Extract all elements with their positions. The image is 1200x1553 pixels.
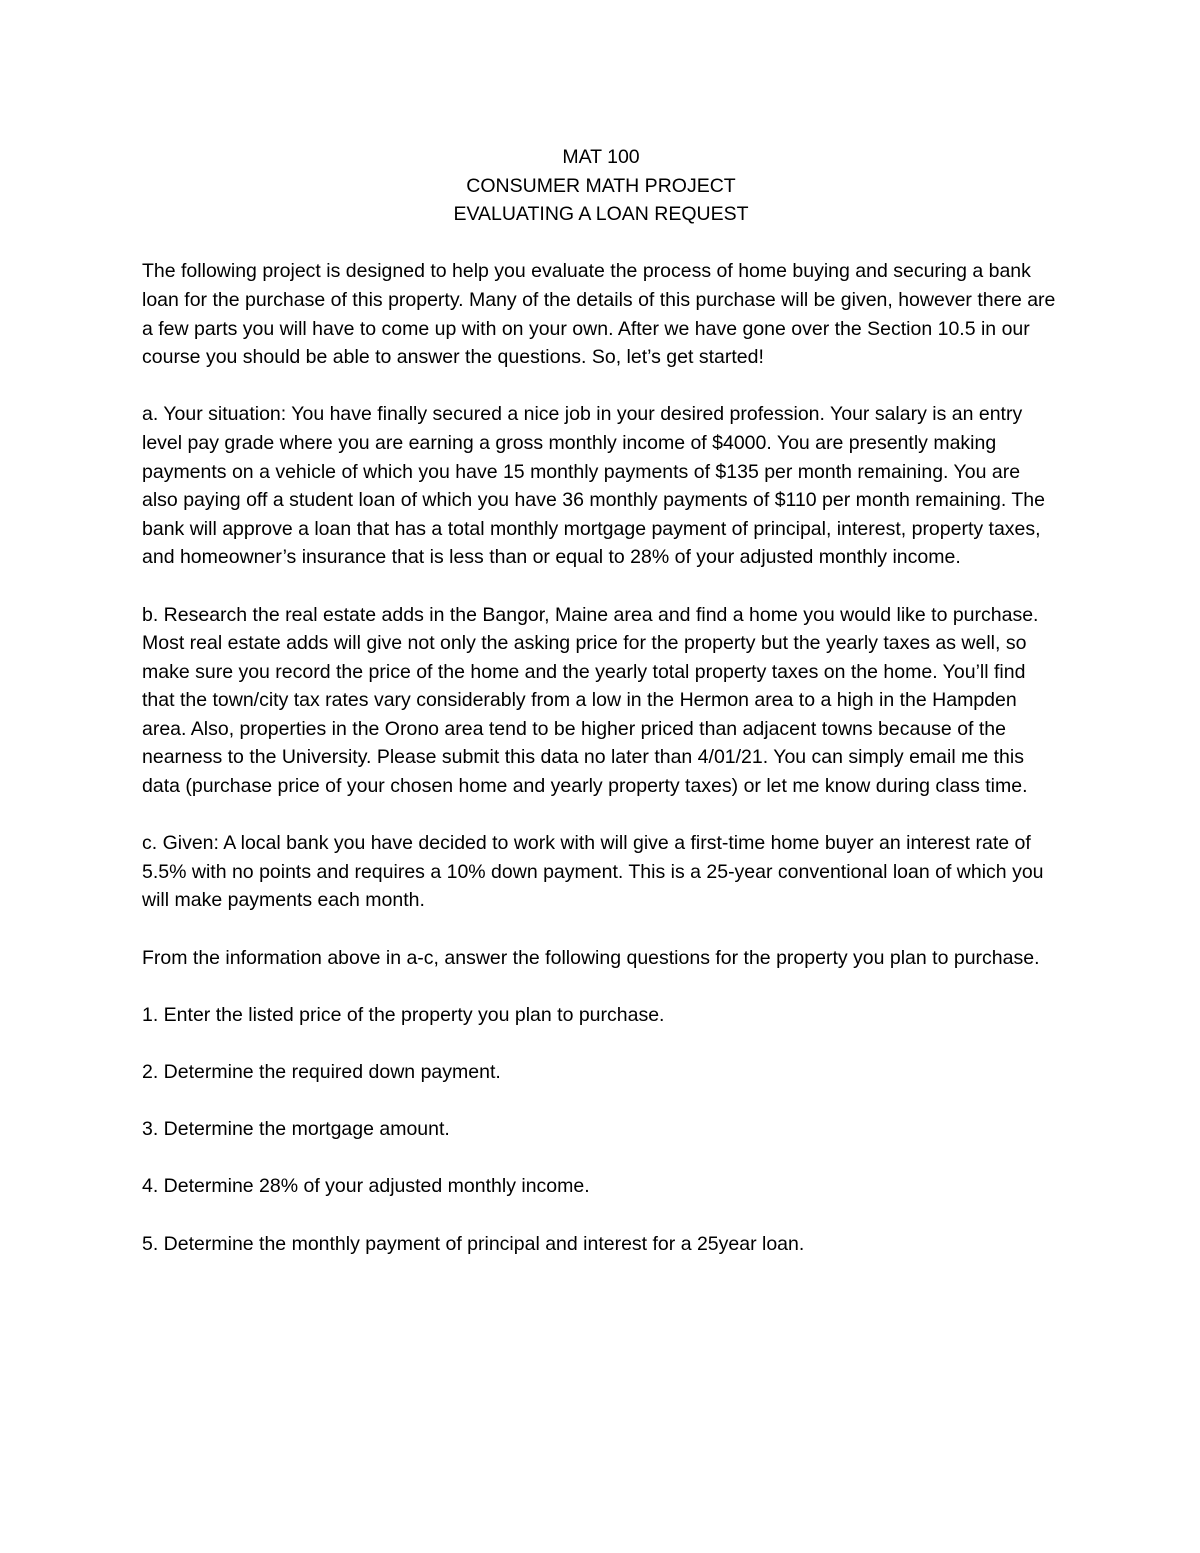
title-block: [142, 143, 1060, 229]
section-b-paragraph: b. Research the real estate adds in the Bangor, Maine area and find a home you would like to purchase. Most real estate adds will give not only the asking price for the property but the yearly taxes as well, so make sure you record the price of the home and the yearly total property taxes on the home. You’ll find that the town/city tax rates vary considerably from a low in the Hermon area to a high in the Hampden area. Also, properties in the Orono area tend to be higher priced than adjacent towns because of the nearness to the University. Please submit this data no later than 4/01/21. You can simply email me this data (purchase price of your chosen home and yearly property taxes) or let me know during class time.: [142, 603, 1039, 798]
section-a-paragraph: a. Your situation: You have finally secured a nice job in your desired profession. Your salary is an entry level pay grade where you are earning a gross monthly income of $4000. You are presently making payments on a vehicle of which you have 15 monthly payments of $135 per month remaining. You are also paying off a student loan of which you have 36 monthly payments of $110 per month remaining. The bank will approve a loan that has a total monthly mortgage payment of principal, interest, property taxes, and homeowner’s insurance that is less than or equal to 28% of your adjusted monthly income.: [142, 403, 1045, 569]
project-name: CONSUMER MATH PROJECT: [466, 174, 736, 197]
document-body: [142, 143, 1060, 1287]
question-2: 2. Determine the required down payment.: [142, 1061, 501, 1083]
course-code: MAT 100: [562, 146, 640, 168]
questions-intro: From the information above in a-c, answer the following questions for the property you plan to purchase.: [142, 946, 1040, 969]
section-c-paragraph: c. Given: A local bank you have decided to work with will give a first-time home buyer an interest rate of 5.5% with no points and requires a 10% down payment. This is a 25-year conventional loan of which you will make payments each month.: [142, 832, 1044, 912]
page-title: EVALUATING A LOAN REQUEST: [453, 203, 749, 226]
question-3: 3. Determine the mortgage amount.: [142, 1118, 450, 1141]
question-5: 5. Determine the monthly payment of principal and interest for a 25year loan.: [142, 1232, 805, 1255]
question-1: 1. Enter the listed price of the property you plan to purchase.: [142, 1003, 665, 1026]
question-4: 4. Determine 28% of your adjusted monthly income.: [142, 1175, 590, 1198]
intro-paragraph: The following project is designed to help you evaluate the process of home buying and securing a bank loan for the purchase of this property. Many of the details of this purchase will be given, however there are a few parts you will have to come up with on your own. After we have gone over the Section 10.5 in our course you should be able to answer the questions. So, let’s get started!: [142, 260, 1056, 369]
